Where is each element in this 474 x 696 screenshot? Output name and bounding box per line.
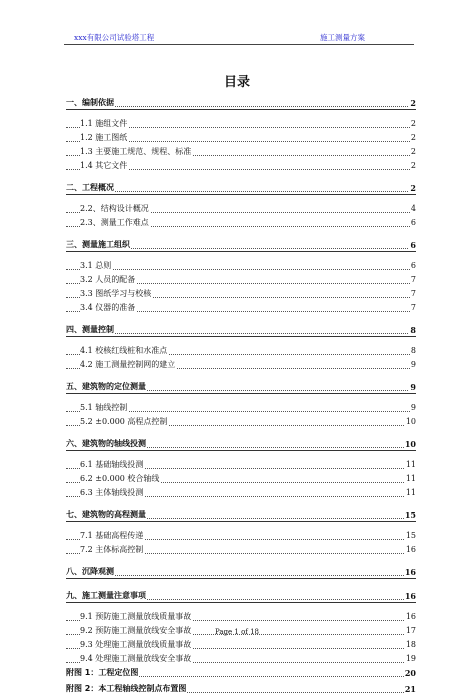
toc-subsection-entry[interactable]	[66, 273, 416, 287]
toc-title: 目录	[223, 75, 250, 90]
toc-entry-text: 1.3 主要施工规范、规程、标准	[80, 145, 192, 159]
page-header	[62, 30, 414, 44]
toc-entry-text: 1.1 施组文件	[80, 117, 128, 131]
toc-page-number: 20	[404, 668, 416, 678]
toc-section-entry[interactable]	[66, 565, 416, 579]
toc-page-number: 2	[410, 145, 416, 159]
toc-entry-text: 9.3 处理施工测量放线质量事故	[80, 638, 192, 652]
toc-subsection-entry[interactable]	[66, 145, 416, 159]
toc-entry-text: 3.3 图纸学习与校核	[80, 287, 152, 301]
toc-section-underline	[66, 336, 416, 337]
toc-page-number: 15	[404, 510, 416, 520]
toc-entry-text: 六、建筑物的轴线投测	[66, 437, 147, 451]
toc-entry-text: 6.1 基础轴线投测	[80, 458, 144, 472]
toc-page-number: 16	[405, 543, 416, 557]
toc-subsection-entry[interactable]	[66, 415, 416, 429]
toc-page-number: 2	[410, 159, 416, 173]
toc-entry-text: 四、测量控制	[66, 323, 115, 337]
toc-page-number: 18	[405, 638, 416, 652]
toc-section-underline	[66, 194, 416, 195]
toc-subsection-entry[interactable]	[66, 486, 416, 500]
toc-page-number: 2	[410, 131, 416, 145]
toc-subsection-entry[interactable]	[66, 543, 416, 557]
toc-entry-text: 9.2 预防施工测量放线安全事故	[80, 624, 192, 638]
toc-page-number: 10	[405, 415, 416, 429]
toc-page-number: 2	[410, 98, 416, 108]
toc-entry-text: 五、建筑物的定位测量	[66, 380, 147, 394]
toc-section-underline	[66, 602, 416, 603]
toc-subsection-entry[interactable]	[66, 301, 416, 315]
toc-section-entry[interactable]	[66, 589, 416, 603]
toc-page-number: 6	[410, 240, 416, 250]
toc-entry-text: 九、施工测量注意事项	[66, 589, 147, 603]
toc-leader-dots	[66, 575, 410, 576]
toc-entry-text: 4.2 施工测量控制网的建立	[80, 358, 176, 372]
toc-section-underline	[66, 393, 416, 394]
toc-page-number: 15	[405, 529, 416, 543]
header-doc-title: 施工测量方案	[320, 33, 365, 42]
toc-entry-text: 1.4 其它文件	[80, 159, 128, 173]
toc-entry-text: 7.2 主体标高控制	[80, 543, 144, 557]
toc-page-number: 7	[410, 287, 416, 301]
toc-page-number: 2	[410, 117, 416, 131]
toc-page-number: 4	[410, 202, 416, 216]
toc-section-entry[interactable]	[66, 682, 416, 696]
toc-section-entry[interactable]	[66, 96, 416, 110]
toc-subsection-entry[interactable]	[66, 202, 416, 216]
toc-page-number: 7	[410, 301, 416, 315]
toc-entry-text: 4.1 校核红线桩和水准点	[80, 344, 168, 358]
toc-subsection-entry[interactable]	[66, 529, 416, 543]
toc-page-number: 21	[404, 684, 416, 694]
toc-subsection-entry[interactable]	[66, 472, 416, 486]
toc-page-number: 9	[410, 382, 416, 392]
toc-page-number: 10	[404, 439, 416, 449]
toc-entry-text: 6.2 ±0.000 校合轴线	[80, 472, 160, 486]
toc-subsection-entry[interactable]	[66, 638, 416, 652]
toc-entry-text: 3.4 仪器的准备	[80, 301, 136, 315]
toc-subsection-entry[interactable]	[66, 259, 416, 273]
toc-page-number: 16	[404, 567, 416, 577]
toc-leader-dots	[66, 191, 410, 192]
toc-entry-text: 9.4 处理施工测量放线安全事故	[80, 652, 192, 666]
toc-page-number: 6	[410, 216, 416, 230]
toc-page-number: 19	[405, 652, 416, 666]
toc-entry-text: 一、编制依据	[66, 96, 115, 110]
toc-leader-dots	[66, 106, 410, 107]
toc-page-number: 7	[410, 273, 416, 287]
toc-section-underline	[66, 109, 416, 110]
toc-subsection-entry[interactable]	[66, 652, 416, 666]
toc-subsection-entry[interactable]	[66, 159, 416, 173]
toc-entry-text: 1.2 施工图纸	[80, 131, 128, 145]
toc-section-entry[interactable]	[66, 238, 416, 252]
toc-section-underline	[66, 251, 416, 252]
toc-entry-text: 3.2 人员的配备	[80, 273, 136, 287]
toc-entry-text: 9.1 预防施工测量放线质量事故	[80, 610, 192, 624]
page-footer: Page 1 of 18	[214, 628, 260, 636]
toc-page-number: 11	[405, 472, 416, 486]
toc-page-number: 8	[410, 344, 416, 358]
toc-entry-text: 附图 1：工程定位图	[66, 666, 139, 680]
toc-subsection-entry[interactable]	[66, 458, 416, 472]
toc-subsection-entry[interactable]	[66, 401, 416, 415]
toc-section-underline	[66, 521, 416, 522]
toc-entry-text: 二、工程概况	[66, 181, 115, 195]
toc-entry-text: 5.1 轴线控制	[80, 401, 128, 415]
toc-subsection-entry[interactable]	[66, 610, 416, 624]
toc-entry-text: 3.1 总则	[80, 259, 112, 273]
toc-entry-text: 7.1 基础高程传递	[80, 529, 144, 543]
toc-entry-text: 6.3 主体轴线投测	[80, 486, 144, 500]
toc-page-number: 8	[410, 325, 416, 335]
toc-entry-text: 三、测量施工组织	[66, 238, 131, 252]
toc-page-number: 16	[404, 591, 416, 601]
header-rule	[64, 44, 414, 45]
toc-entry-text: 八、沉降观测	[66, 565, 115, 579]
toc-page-number: 17	[405, 624, 416, 638]
toc-entry-text: 5.2 ±0.000 高程点控制	[80, 415, 168, 429]
toc-leader-dots	[66, 269, 410, 270]
toc-page-number: 6	[410, 259, 416, 273]
toc-subsection-entry[interactable]	[66, 287, 416, 301]
toc-page-number: 9	[410, 401, 416, 415]
toc-section-underline	[66, 578, 416, 579]
header-company: xxx有限公司试验塔工程	[74, 33, 155, 42]
toc-page-number: 9	[410, 358, 416, 372]
toc-section-entry[interactable]	[66, 181, 416, 195]
toc-section-entry[interactable]	[66, 437, 416, 451]
toc-subsection-entry[interactable]	[66, 358, 416, 372]
toc-entry-text: 2.2、结构设计概况	[80, 202, 150, 216]
toc-page-number: 11	[405, 458, 416, 472]
toc-page-number: 16	[405, 610, 416, 624]
toc-section-entry[interactable]	[66, 666, 416, 680]
toc-entry-text: 七、建筑物的高程测量	[66, 508, 147, 522]
toc-entry-text: 附图 2：本工程轴线控制点布置图	[66, 682, 187, 696]
toc-page-number: 11	[405, 486, 416, 500]
toc-subsection-entry[interactable]	[66, 131, 416, 145]
toc-leader-dots	[66, 333, 410, 334]
toc-section-entry[interactable]	[66, 508, 416, 522]
toc-subsection-entry[interactable]	[66, 216, 416, 230]
toc-entry-text: 2.3、测量工作难点	[80, 216, 150, 230]
toc-subsection-entry[interactable]	[66, 117, 416, 131]
toc-section-entry[interactable]	[66, 323, 416, 337]
toc-page-number: 2	[410, 183, 416, 193]
toc-subsection-entry[interactable]	[66, 344, 416, 358]
toc-section-entry[interactable]	[66, 380, 416, 394]
toc-section-underline	[66, 450, 416, 451]
